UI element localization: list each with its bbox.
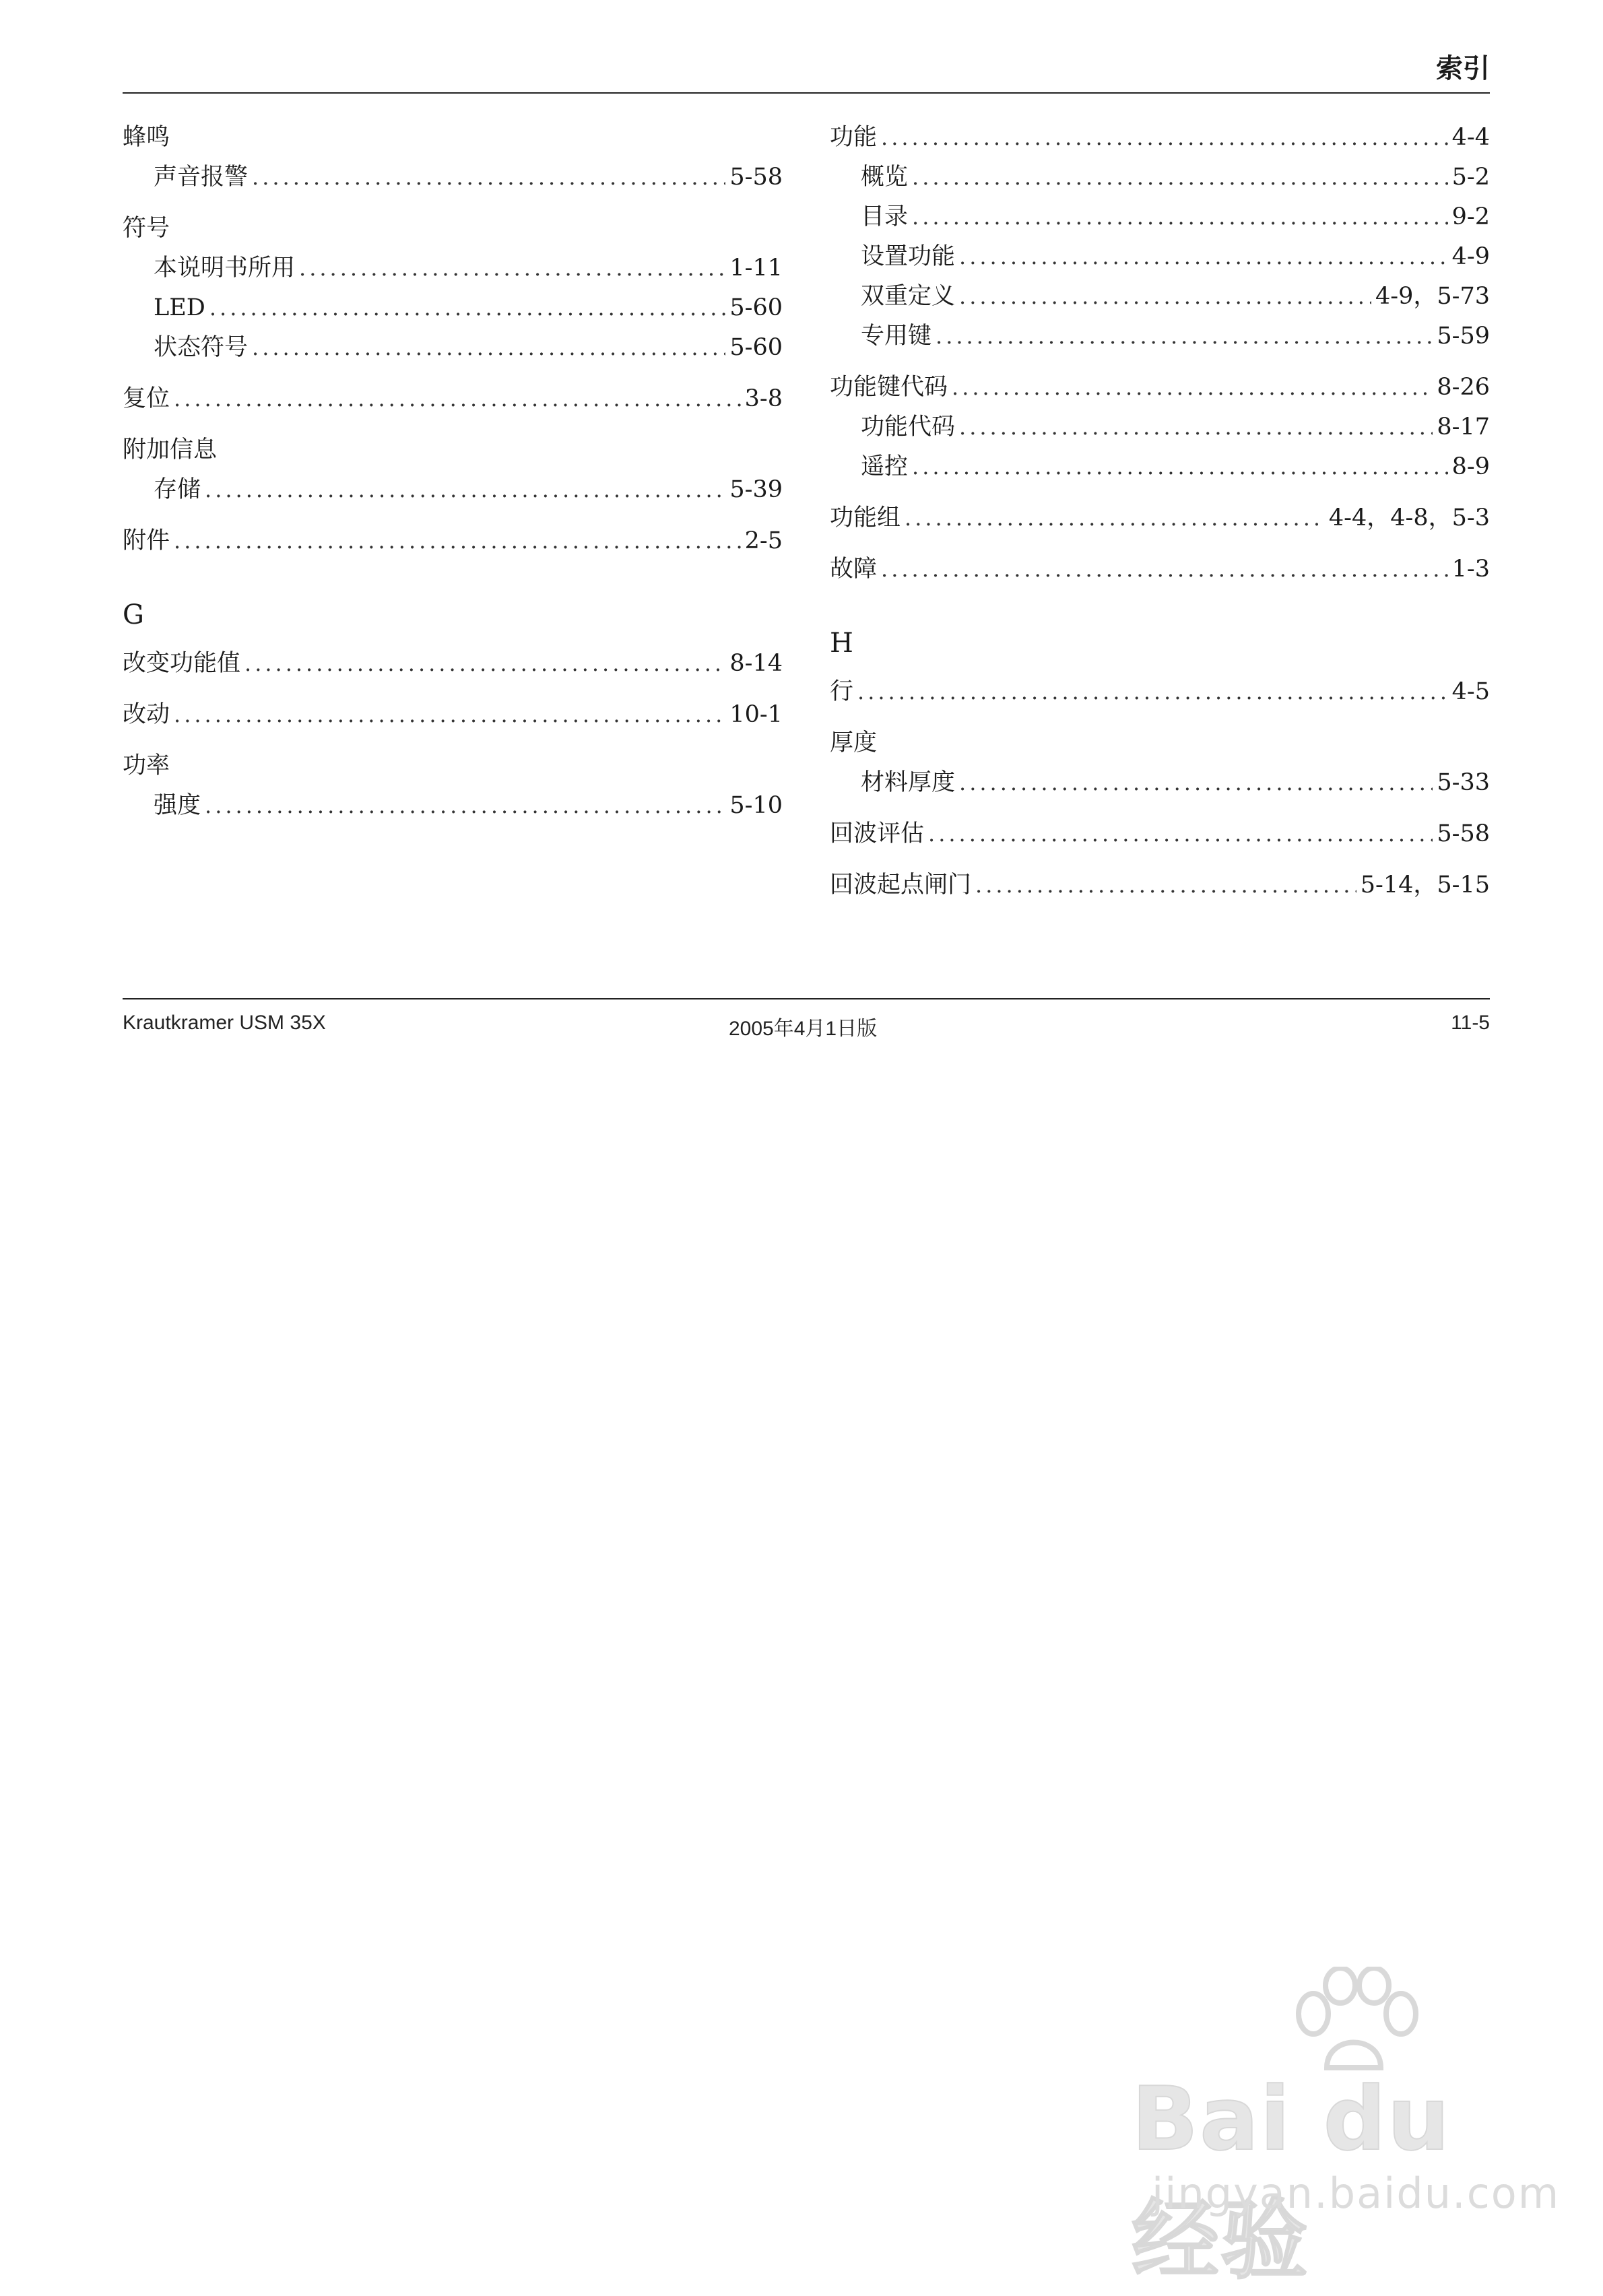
dot-leader: [959, 763, 1433, 803]
index-page-reference: 8-17: [1437, 414, 1490, 440]
index-page-reference: 5-33: [1437, 769, 1490, 796]
index-entry: [830, 672, 1490, 712]
index-entry: [123, 695, 783, 735]
index-term: LED: [154, 294, 205, 321]
index-subentry: [830, 317, 1490, 356]
index-subentry: [123, 470, 783, 510]
index-term: 声音报警: [154, 164, 249, 191]
index-term: 附加信息: [123, 436, 218, 463]
index-subentry: [123, 786, 783, 826]
dot-leader: [244, 644, 725, 684]
dot-leader: [959, 277, 1371, 317]
header-rule: [123, 92, 1490, 94]
index-entry: [123, 521, 783, 561]
index-page-reference: 5-58: [729, 164, 783, 191]
dot-leader: [912, 447, 1448, 487]
dot-leader: [299, 249, 725, 288]
index-page-reference: 2-5: [744, 527, 783, 554]
dot-leader: [881, 550, 1448, 589]
index-subentry: [123, 328, 783, 368]
index-term: 状态符号: [154, 334, 249, 361]
index-subentry: [830, 237, 1490, 277]
index-term: 改变功能值: [123, 650, 241, 677]
index-term: 功能: [830, 124, 878, 151]
index-page-reference: 8-9: [1451, 453, 1490, 480]
watermark-url: jingyan.baidu.com: [1152, 2169, 1561, 2218]
index-page-reference: 10-1: [729, 701, 783, 728]
index-page-reference: 8-26: [1437, 374, 1490, 401]
dot-leader: [952, 368, 1433, 407]
index-column-left: [123, 118, 783, 826]
dot-leader: [209, 288, 726, 328]
index-page-reference: 4-4: [1451, 124, 1490, 151]
index-page-reference: 5-14，5-15: [1360, 872, 1490, 898]
index-term: 双重定义: [861, 283, 956, 310]
dot-leader: [959, 407, 1433, 447]
index-page-reference: 4-5: [1451, 678, 1490, 705]
dot-leader: [174, 695, 725, 735]
index-term: 本说明书所用: [154, 255, 296, 282]
index-subentry: [830, 447, 1490, 487]
index-entry: [123, 430, 783, 470]
index-entry: [830, 118, 1490, 158]
index-term: 符号: [123, 215, 170, 242]
dot-leader: [174, 521, 741, 561]
index-term: 行: [830, 678, 854, 705]
index-page-reference: 3-8: [744, 385, 783, 412]
index-term: 回波起点闸门: [830, 872, 972, 898]
index-column-right: [830, 118, 1490, 905]
index-subentry: [830, 763, 1490, 803]
index-page-reference: 9-2: [1451, 203, 1490, 230]
dot-leader: [857, 672, 1448, 712]
index-term: 回波评估: [830, 820, 925, 847]
index-term: 存储: [154, 476, 201, 503]
index-entry: [830, 723, 1490, 763]
index-section-letter: G: [123, 599, 144, 630]
index-entry: [123, 379, 783, 419]
index-page-reference: 8-14: [729, 650, 783, 677]
dot-leader: [252, 158, 725, 197]
index-term: 复位: [123, 385, 170, 412]
index-page-reference: 5-60: [729, 294, 783, 321]
index-term: 专用键: [861, 323, 932, 350]
index-subentry: [123, 158, 783, 197]
index-page-reference: 5-59: [1437, 323, 1490, 350]
index-page-reference: 5-2: [1451, 164, 1490, 191]
footer-rule: [123, 998, 1490, 999]
index-entry: [830, 865, 1490, 905]
index-subentry: [123, 288, 783, 328]
index-term: 功能组: [830, 504, 901, 531]
footer-product: Krautkramer USM 35X: [123, 1012, 326, 1034]
page-header-title: 索引: [1436, 53, 1490, 84]
baidu-jingyan-watermark: [1132, 1967, 1561, 2291]
dot-leader: [928, 814, 1433, 854]
dot-leader: [912, 158, 1448, 197]
index-page-reference: 4-9，5-73: [1375, 283, 1490, 310]
index-page-reference: 4-4，4-8，5-3: [1328, 504, 1490, 531]
index-term: 设置功能: [861, 243, 956, 270]
dot-leader: [912, 197, 1448, 237]
index-subentry: [830, 277, 1490, 317]
index-page-reference: 1-11: [729, 255, 783, 282]
index-term: 遥控: [861, 453, 909, 480]
dot-leader: [205, 470, 725, 510]
footer-edition-date: 2005年4月1日版: [729, 1018, 878, 1040]
index-term: 概览: [861, 164, 909, 191]
dot-leader: [959, 237, 1448, 277]
index-page-reference: 5-10: [729, 792, 783, 819]
index-subentry: [830, 158, 1490, 197]
dot-leader: [905, 498, 1325, 538]
index-page-reference: 5-39: [729, 476, 783, 503]
index-term: 蜂鸣: [123, 124, 170, 151]
index-term: 目录: [861, 203, 909, 230]
dot-leader: [205, 786, 725, 826]
dot-leader: [174, 379, 741, 419]
footer-page-number: 11-5: [1451, 1012, 1490, 1034]
index-term: 改动: [123, 701, 170, 728]
index-subentry: [830, 407, 1490, 447]
index-term: 强度: [154, 792, 201, 819]
index-term: 附件: [123, 527, 170, 554]
index-term: 故障: [830, 556, 878, 583]
index-term: 材料厚度: [861, 769, 956, 796]
index-page-reference: 1-3: [1451, 556, 1490, 583]
index-term: 功能代码: [861, 414, 956, 440]
index-subentry: [830, 197, 1490, 237]
index-entry: [123, 746, 783, 786]
watermark-brand: Bai du 经验: [1132, 2068, 1451, 2291]
index-page-reference: 5-58: [1437, 820, 1490, 847]
index-entry: [123, 209, 783, 249]
index-entry: [830, 368, 1490, 407]
paw-icon: [1286, 1967, 1421, 2081]
index-entry: [123, 118, 783, 158]
dot-leader: [881, 118, 1448, 158]
dot-leader: [936, 317, 1433, 356]
dot-leader: [252, 328, 725, 368]
dot-leader: [975, 865, 1356, 905]
index-entry: [830, 814, 1490, 854]
index-page-reference: 4-9: [1451, 243, 1490, 270]
index-entry: [830, 498, 1490, 538]
index-term: 功率: [123, 752, 170, 779]
index-section-letter: H: [830, 628, 853, 659]
index-entry: [830, 550, 1490, 589]
index-subentry: [123, 249, 783, 288]
index-term: 功能键代码: [830, 374, 948, 401]
index-page-reference: 5-60: [729, 334, 783, 361]
index-entry: [123, 644, 783, 684]
index-term: 厚度: [830, 729, 878, 756]
